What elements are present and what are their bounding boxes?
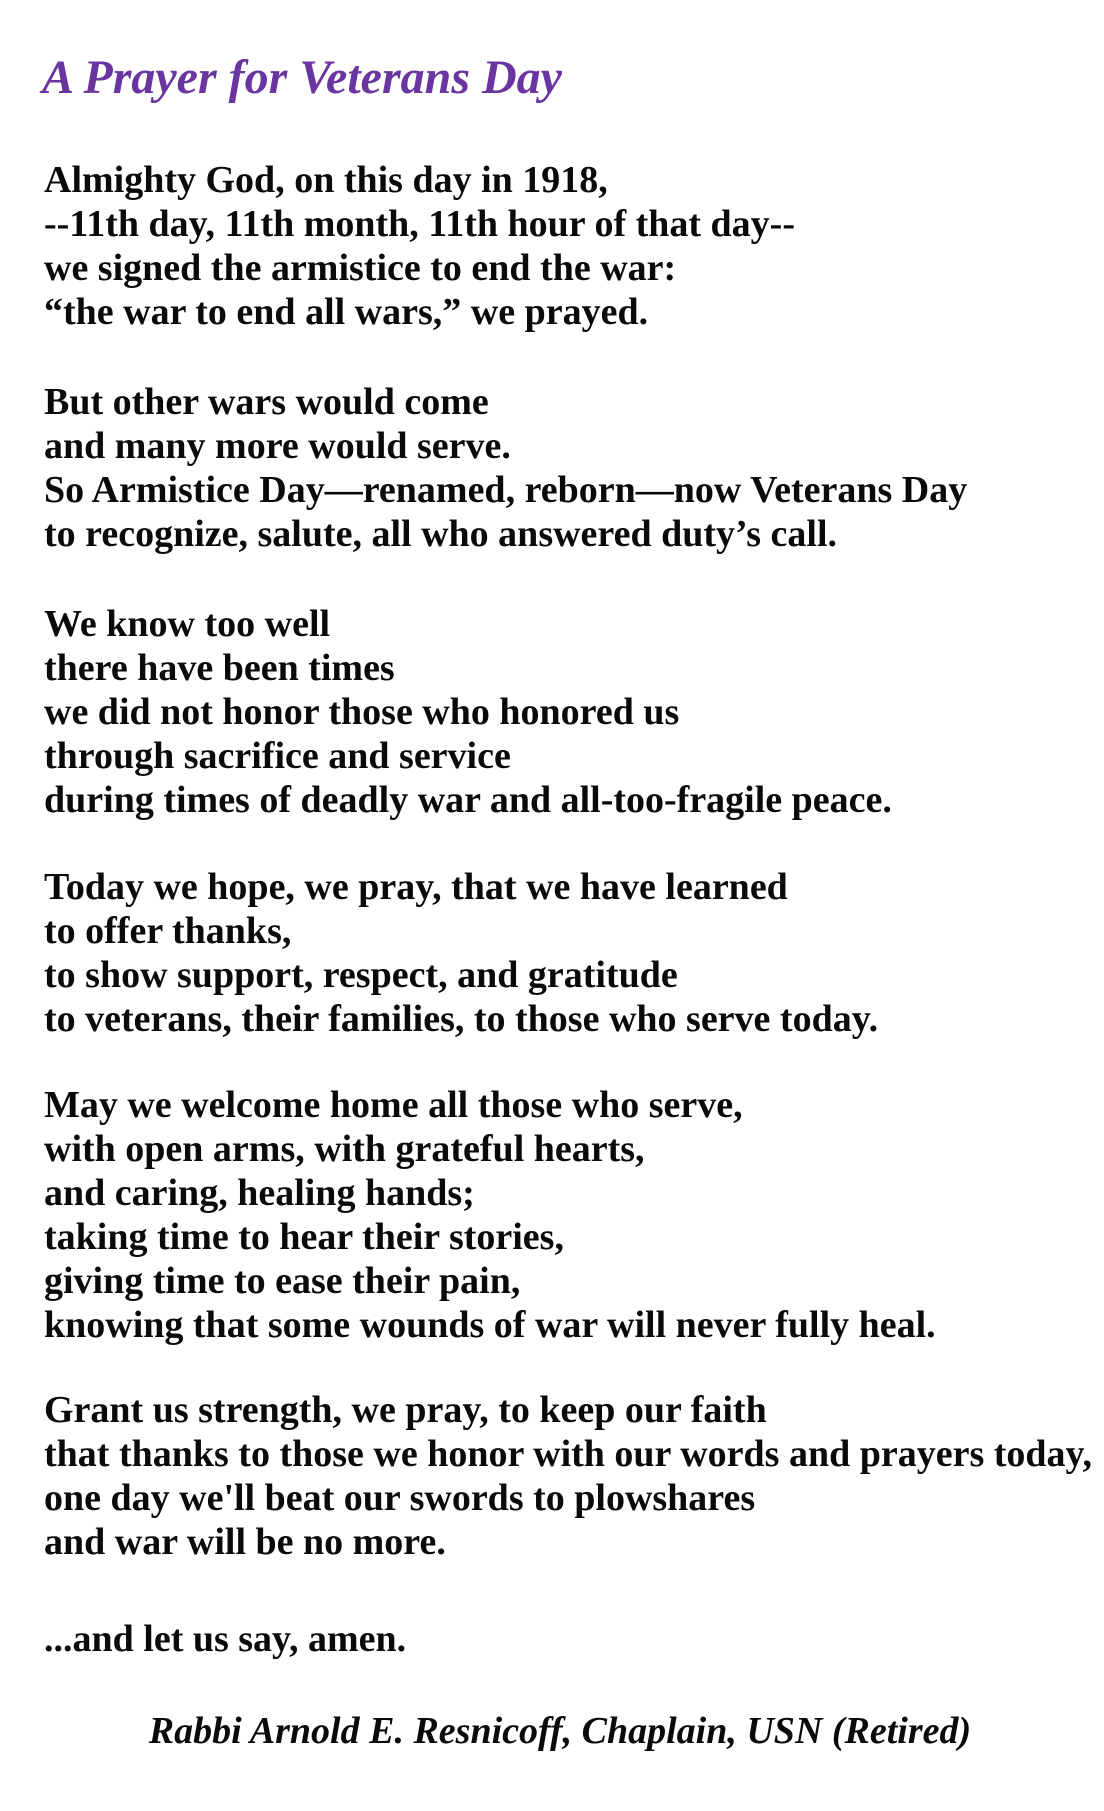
- stanza-line: Today we hope, we pray, that we have learned: [44, 866, 788, 908]
- stanza-line: to offer thanks,: [44, 910, 292, 952]
- stanza-line: one day we'll beat our swords to plowshares: [44, 1477, 756, 1519]
- stanza-line: “the war to end all wars,” we prayed.: [44, 291, 649, 333]
- stanza-line: we did not honor those who honored us: [44, 691, 680, 733]
- stanza-6: [44, 1388, 1092, 1564]
- stanza-line: giving time to ease their pain,: [44, 1260, 521, 1302]
- stanza-line: and many more would serve.: [44, 425, 511, 467]
- stanza-line: that thanks to those we honor with our words and prayers today,: [44, 1433, 1092, 1475]
- stanza-line: with open arms, with grateful hearts,: [44, 1128, 645, 1170]
- stanza-line: May we welcome home all those who serve,: [44, 1084, 743, 1126]
- stanza-line: to recognize, salute, all who answered duty’s call.: [44, 513, 838, 555]
- stanza-line: knowing that some wounds of war will never fully heal.: [44, 1304, 936, 1346]
- stanza-line: We know too well: [44, 603, 331, 645]
- stanza-line: Grant us strength, we pray, to keep our faith: [44, 1389, 767, 1431]
- stanza-line: and war will be no more.: [44, 1521, 446, 1563]
- stanza-line: we signed the armistice to end the war:: [44, 247, 677, 289]
- stanza-line: through sacrifice and service: [44, 735, 511, 777]
- stanza-line: there have been times: [44, 647, 395, 689]
- stanza-line: Almighty God, on this day in 1918,: [44, 159, 608, 201]
- stanza-4: [44, 865, 878, 1041]
- closing-line: ...and let us say, amen.: [44, 1618, 407, 1660]
- stanza-5: [44, 1083, 936, 1347]
- stanza-line: taking time to hear their stories,: [44, 1216, 564, 1258]
- page-title: A Prayer for Veterans Day: [42, 51, 562, 104]
- stanza-line: and caring, healing hands;: [44, 1172, 475, 1214]
- stanza-line: during times of deadly war and all-too-fragile peace.: [44, 779, 892, 821]
- stanza-line: So Armistice Day—renamed, reborn—now Veterans Day: [44, 469, 968, 511]
- stanza-line: to show support, respect, and gratitude: [44, 954, 678, 996]
- stanza-1: [44, 158, 795, 334]
- stanza-line: to veterans, their families, to those who serve today.: [44, 998, 879, 1040]
- stanza-line: --11th day, 11th month, 11th hour of that day--: [44, 203, 795, 245]
- stanza-2: [44, 380, 967, 556]
- stanza-3: [44, 602, 892, 822]
- stanza-line: But other wars would come: [44, 381, 489, 423]
- author-signature: Rabbi Arnold E. Resnicoff, Chaplain, USN (Retired): [148, 1710, 972, 1752]
